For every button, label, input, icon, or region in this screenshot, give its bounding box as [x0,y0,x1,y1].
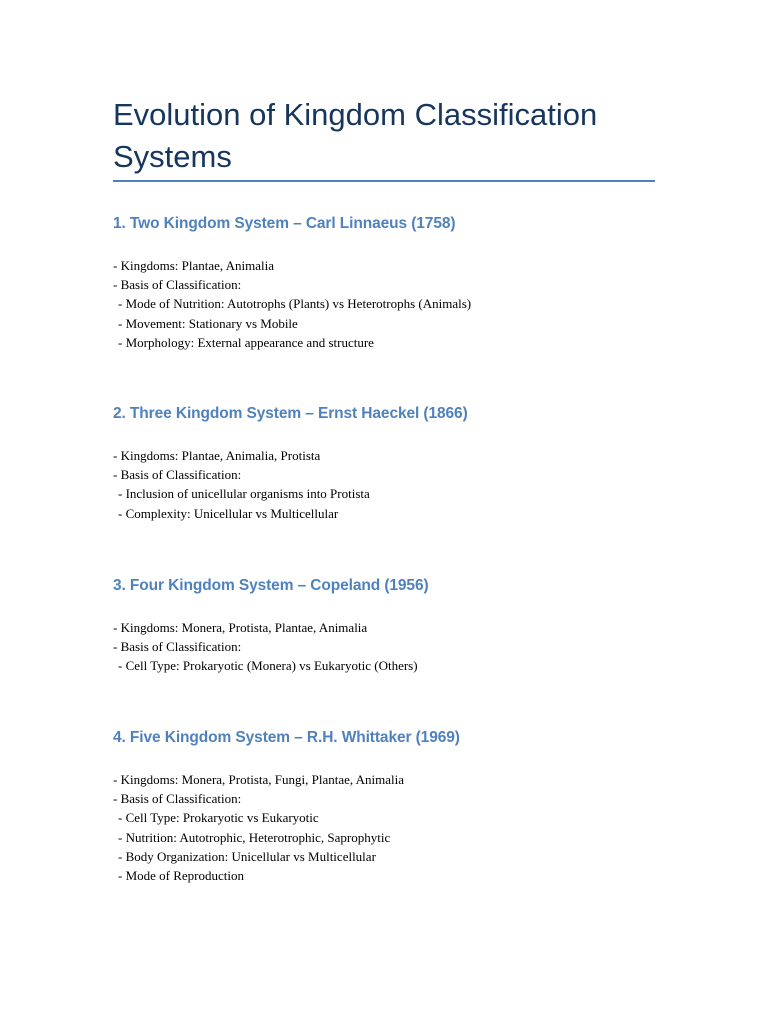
section-lines [113,446,655,523]
section-four-kingdom [113,576,655,674]
section-heading: 3. Four Kingdom System – Copeland (1956) [113,577,429,594]
line-item: - Mode of Nutrition: Autotrophs (Plants) vs Heterotrophs (Animals) [118,296,472,312]
line-item: - Complexity: Unicellular vs Multicellular [118,505,339,521]
section-heading: 1. Two Kingdom System – Carl Linnaeus (1758) [113,215,456,232]
section-lines [113,770,655,885]
line-item: - Cell Type: Prokaryotic (Monera) vs Eukaryotic (Others) [118,658,418,674]
line-item: - Mode of Reproduction [118,868,245,884]
line-item: - Movement: Stationary vs Mobile [118,315,298,331]
section-five-kingdom [113,728,655,884]
section-two-kingdom [113,214,655,350]
line-item: - Body Organization: Unicellular vs Multicellular [118,848,376,864]
line-item: - Inclusion of unicellular organisms into Protista [118,486,370,502]
line-item: - Kingdoms: Monera, Protista, Fungi, Plantae, Animalia [113,772,405,787]
section-three-kingdom [113,404,655,521]
line-item: - Basis of Classification: [113,277,242,293]
line-item: - Kingdoms: Monera, Protista, Plantae, Animalia [113,620,368,635]
section-lines [113,618,655,676]
line-item: - Cell Type: Prokaryotic vs Eukaryotic [118,810,319,826]
line-item: - Kingdoms: Plantae, Animalia, Protista [113,448,321,463]
line-item: - Basis of Classification: [113,791,242,807]
line-item: - Nutrition: Autotrophic, Heterotrophic, Saprophytic [118,829,391,845]
line-item: - Morphology: External appearance and structure [118,334,374,350]
line-item: - Basis of Classification: [113,467,242,483]
title-underline [113,180,655,182]
line-item: - Kingdoms: Plantae, Animalia [113,258,275,273]
document-title: Evolution of Kingdom Classification Systems [113,97,598,174]
section-heading: 4. Five Kingdom System – R.H. Whittaker (1969) [113,729,460,746]
line-item: - Basis of Classification: [113,639,242,655]
section-heading: 2. Three Kingdom System – Ernst Haeckel (1866) [113,405,468,422]
section-lines [113,256,655,352]
